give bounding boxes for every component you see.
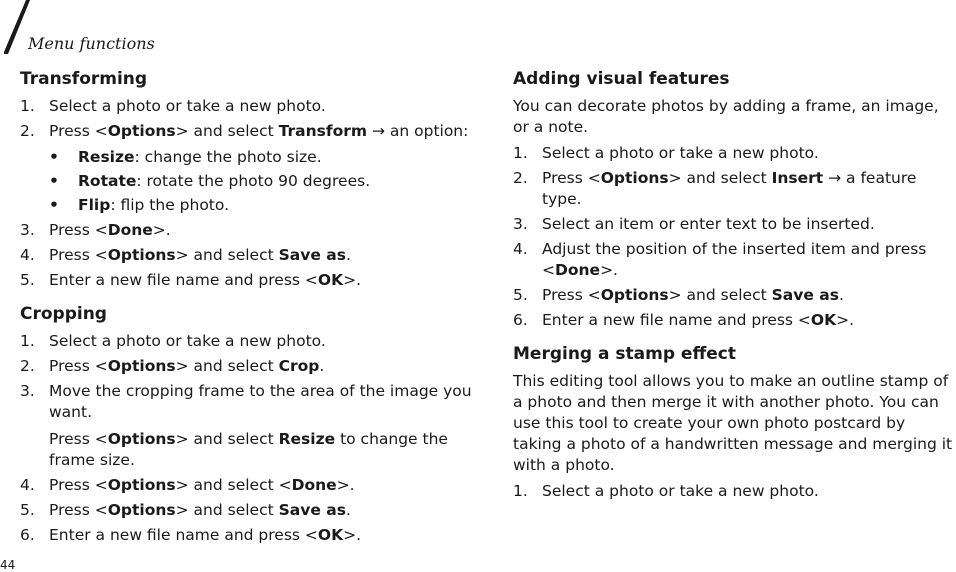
softkey-label: Options [107,246,176,264]
menu-command: Save as [771,286,839,304]
step-text: Select a photo or take a new photo. [542,482,819,500]
step-text: Adjust the position of the inserted item and press < [542,240,927,279]
step-item [513,285,953,306]
step-number: 3. [513,215,528,233]
menu-command: Save as [278,246,346,264]
step-text: Select a photo or take a new photo. [49,332,326,350]
step-number: 6. [20,526,35,544]
step-item [20,381,480,471]
step-text: . [345,246,351,264]
step-item [513,239,953,281]
steps-adding [513,143,953,331]
header-title: Menu functions [28,34,155,53]
step-item [20,500,480,521]
step-number: 1. [20,332,35,350]
step-number: 5. [20,271,35,289]
header-accent-bar [0,0,30,54]
menu-command: Insert [771,169,824,187]
menu-command: Crop [278,357,320,375]
step-text: → a feature type. [542,169,917,208]
step-text: Enter a new file name and press < [49,271,318,289]
step-number: 1. [20,97,35,115]
step-text: Press < [49,430,108,448]
step-subnote [49,429,480,471]
step-item [20,356,480,377]
softkey-label: Options [600,286,669,304]
step-text: Select an item or enter text to be inserted. [542,215,875,233]
step-text: Press < [49,476,108,494]
step-item [20,270,480,291]
step-text: > and select [175,430,279,448]
section-merging-stamp-effect [513,343,953,502]
step-number: 3. [20,221,35,239]
menu-command: Transform [278,122,368,140]
step-text: >. [343,526,362,544]
step-text: . [319,357,325,375]
option-item [49,147,480,168]
option-desc: : rotate the photo 90 degrees. [136,172,371,190]
option-term: Resize [78,148,135,166]
steps-cropping [20,331,480,546]
step-text: Select a photo or take a new photo. [542,144,819,162]
step-number: 2. [20,122,35,140]
step-item [20,245,480,266]
step-text: > and select [668,286,772,304]
section-cropping [20,303,480,546]
step-text: > and select [175,357,279,375]
step-text: > and select [175,122,279,140]
option-term: Rotate [78,172,137,190]
menu-command: Done [291,476,337,494]
step-text: >. [152,221,171,239]
softkey-label: OK [317,526,344,544]
step-number: 4. [513,240,528,258]
step-item [513,143,953,164]
step-text: Enter a new file name and press < [542,311,811,329]
option-list [49,147,480,216]
step-text: Press < [49,122,108,140]
left-column [20,64,480,550]
step-item [513,214,953,235]
step-text: Enter a new file name and press < [49,526,318,544]
heading-cropping: Cropping [20,304,107,324]
heading-transforming: Transforming [20,69,148,89]
section-transforming [20,68,480,291]
bullet: • [49,172,59,190]
step-number: 4. [20,476,35,494]
step-text: > and select [175,501,279,519]
page-number: 44 [0,558,16,572]
heading-merging-stamp-effect: Merging a stamp effect [513,344,736,364]
step-text: → an option: [367,122,469,140]
step-text: Select a photo or take a new photo. [49,97,326,115]
step-number: 5. [513,286,528,304]
heading-adding-visual-features: Adding visual features [513,69,730,89]
option-item [49,171,480,192]
step-item [513,481,953,502]
steps-merging [513,481,953,502]
step-item [513,168,953,210]
step-item [20,220,480,241]
step-text: >. [836,311,855,329]
softkey-label: Options [107,430,176,448]
step-item [20,331,480,352]
bullet: • [49,196,59,214]
section-adding-visual-features [513,68,953,331]
step-number: 5. [20,501,35,519]
softkey-label: OK [810,311,837,329]
step-text: Press < [49,501,108,519]
step-text: >. [600,261,618,279]
step-item [20,121,480,216]
step-text: >. [343,271,362,289]
step-number: 2. [513,169,528,187]
menu-command: Resize [278,430,336,448]
step-text: Move the cropping frame to the area of the image you want. [49,382,472,421]
step-item [20,475,480,496]
step-item [513,310,953,331]
step-text: . [345,501,351,519]
softkey-label: Options [107,122,176,140]
intro-paragraph: This editing tool allows you to make an outline stamp of a photo and then merge it with another photo. You can use this tool to create your own photo postcard by taking a photo of a handwritten message and merging it with a photo. [513,372,953,474]
step-text: Press < [542,286,601,304]
softkey-label: OK [317,271,344,289]
softkey-label: Done [107,221,153,239]
step-number: 1. [513,144,528,162]
option-desc: : change the photo size. [134,148,322,166]
step-number: 4. [20,246,35,264]
step-text: . [838,286,844,304]
softkey-label: Options [107,501,176,519]
step-text: > and select [668,169,772,187]
step-item [20,525,480,546]
step-item [20,96,480,117]
step-number: 3. [20,382,35,400]
option-term: Flip [78,196,111,214]
step-text: to change the frame size. [49,430,448,469]
step-text: > and select [175,246,279,264]
option-item [49,195,480,216]
softkey-label: Options [107,357,176,375]
step-number: 2. [20,357,35,375]
step-text: Press < [49,221,108,239]
bullet: • [49,148,59,166]
option-desc: : flip the photo. [110,196,230,214]
step-text: Press < [49,357,108,375]
step-text: >. [336,476,355,494]
step-number: 1. [513,482,528,500]
steps-transforming [20,96,480,291]
menu-command: Save as [278,501,346,519]
step-text: > and select < [175,476,292,494]
softkey-label: Options [107,476,176,494]
right-column [513,64,953,506]
step-text: Press < [542,169,601,187]
softkey-label: Options [600,169,669,187]
softkey-label: Done [555,261,601,279]
step-text: Press < [49,246,108,264]
intro-paragraph: You can decorate photos by adding a frame, an image, or a note. [513,97,939,136]
step-number: 6. [513,311,528,329]
